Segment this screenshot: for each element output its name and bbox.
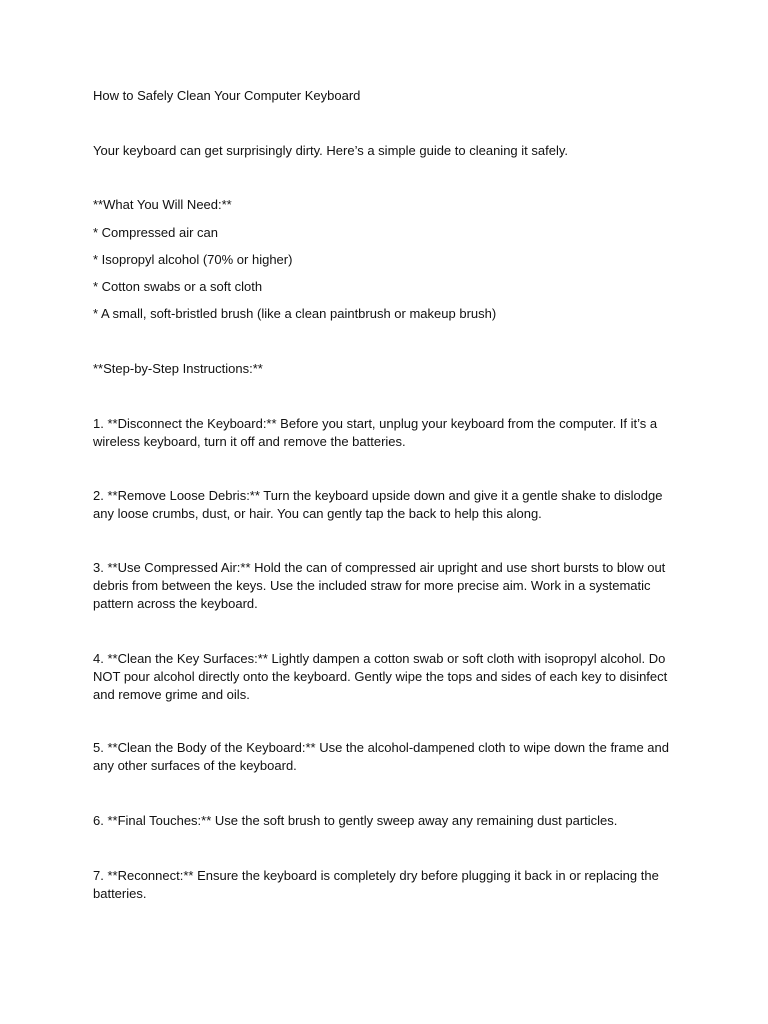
step-4: 4. **Clean the Key Surfaces:** Lightly dampen a cotton swab or soft cloth with isopropyl alcohol. Do NOT pour alcohol directly onto the keyboard. Gently wipe the tops and sides of each key to disinfect and remove grime and oils. — [93, 651, 668, 702]
needs-item: * Isopropyl alcohol (70% or higher) — [93, 252, 293, 267]
needs-heading: **What You Will Need:** — [93, 197, 232, 212]
step-6: 6. **Final Touches:** Use the soft brush to gently sweep away any remaining dust particles. — [93, 813, 618, 828]
needs-item: * Compressed air can — [93, 225, 218, 240]
needs-item: * A small, soft-bristled brush (like a clean paintbrush or makeup brush) — [93, 306, 497, 321]
steps-heading: **Step-by-Step Instructions:** — [93, 361, 263, 376]
step-3: 3. **Use Compressed Air:** Hold the can of compressed air upright and use short bursts to blow out debris from between the keys. Use the included straw for more precise aim. Work in a systematic pattern across the keyboard. — [93, 560, 666, 611]
step-7: 7. **Reconnect:** Ensure the keyboard is completely dry before plugging it back in or replacing the batteries. — [93, 868, 659, 901]
step-1: 1. **Disconnect the Keyboard:** Before you start, unplug your keyboard from the computer. If it’s a wireless keyboard, turn it off and remove the batteries. — [93, 416, 658, 449]
document-title: How to Safely Clean Your Computer Keyboard — [93, 88, 361, 103]
step-2: 2. **Remove Loose Debris:** Turn the keyboard upside down and give it a gentle shake to dislodge any loose crumbs, dust, or hair. You can gently tap the back to help this along. — [93, 488, 663, 521]
step-5: 5. **Clean the Body of the Keyboard:** Use the alcohol-dampened cloth to wipe down the frame and any other surfaces of the keyboard. — [93, 740, 669, 773]
needs-item: * Cotton swabs or a soft cloth — [93, 279, 263, 294]
intro-paragraph: Your keyboard can get surprisingly dirty. Here’s a simple guide to cleaning it safely. — [93, 143, 568, 158]
